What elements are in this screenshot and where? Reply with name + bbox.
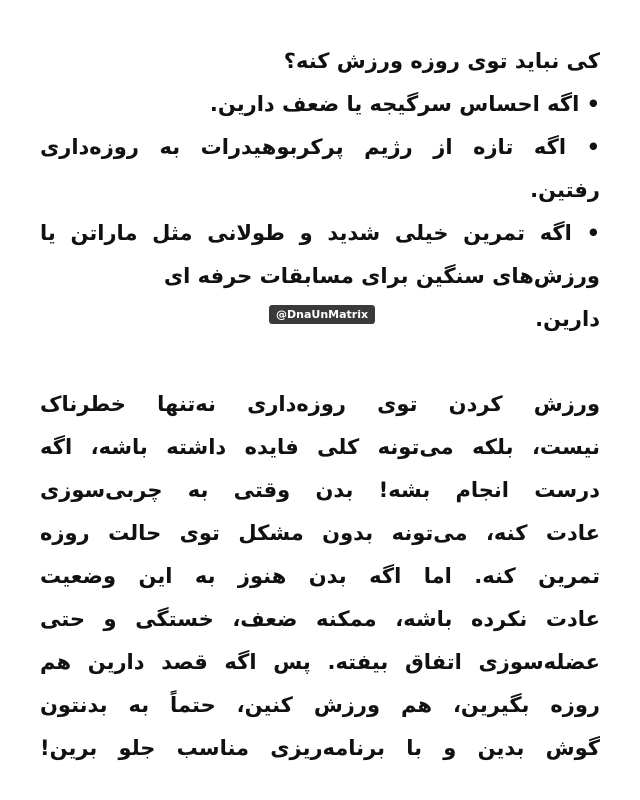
body-line-5: تمرین کنه. اما اگه بدن هنوز به این وضعیت (40, 564, 600, 588)
bullet-intense-training-line-2: ورزش‌های سنگین برای مسابقات حرفه ای (163, 264, 600, 288)
body-line-7: عضله‌سوزی اتفاق بیفته. پس اگه قصد دارین هم (40, 650, 600, 674)
body-line-2: نیست، بلکه می‌تونه کلی فایده داشته باشه، اگه (40, 435, 600, 459)
bullet-dizziness: • اگه احساس سرگیجه یا ضعف دارین. (209, 92, 600, 116)
body-line-3: درست انجام بشه! بدن وقتی به چربی‌سوزی (40, 478, 600, 502)
body-line-4: عادت کنه، می‌تونه بدون مشکل توی حالت روزه (40, 521, 600, 545)
body-line-8: روزه بگیرین، هم ورزش کنین، حتماً به بدنتون (40, 693, 600, 717)
bullet-high-carb-line-2: رفتین. (530, 178, 600, 202)
body-line-9: گوش بدین و با برنامه‌ریزی مناسب جلو برین! (40, 736, 600, 760)
paragraph-spacer (40, 341, 600, 383)
bullet-intense-training-line-3: دارین. (535, 307, 600, 331)
body-line-6: عادت نکرده باشه، ممکنه ضعف، خستگی و حتی (40, 607, 600, 631)
bullet-high-carb-line-1: • اگه تازه از رژیم پرکربوهیدرات به روزه‌داری (40, 135, 600, 159)
body-line-1: ورزش کردن توی روزه‌داری نه‌تنها خطرناک (40, 392, 600, 416)
bullet-intense-training-line-1: • اگه تمرین خیلی شدید و طولانی مثل ماراتن یا (40, 221, 600, 245)
watermark-handle: @DnaUnMatrix (269, 305, 375, 324)
question-heading: کی نباید توی روزه ورزش کنه؟ (283, 49, 600, 73)
